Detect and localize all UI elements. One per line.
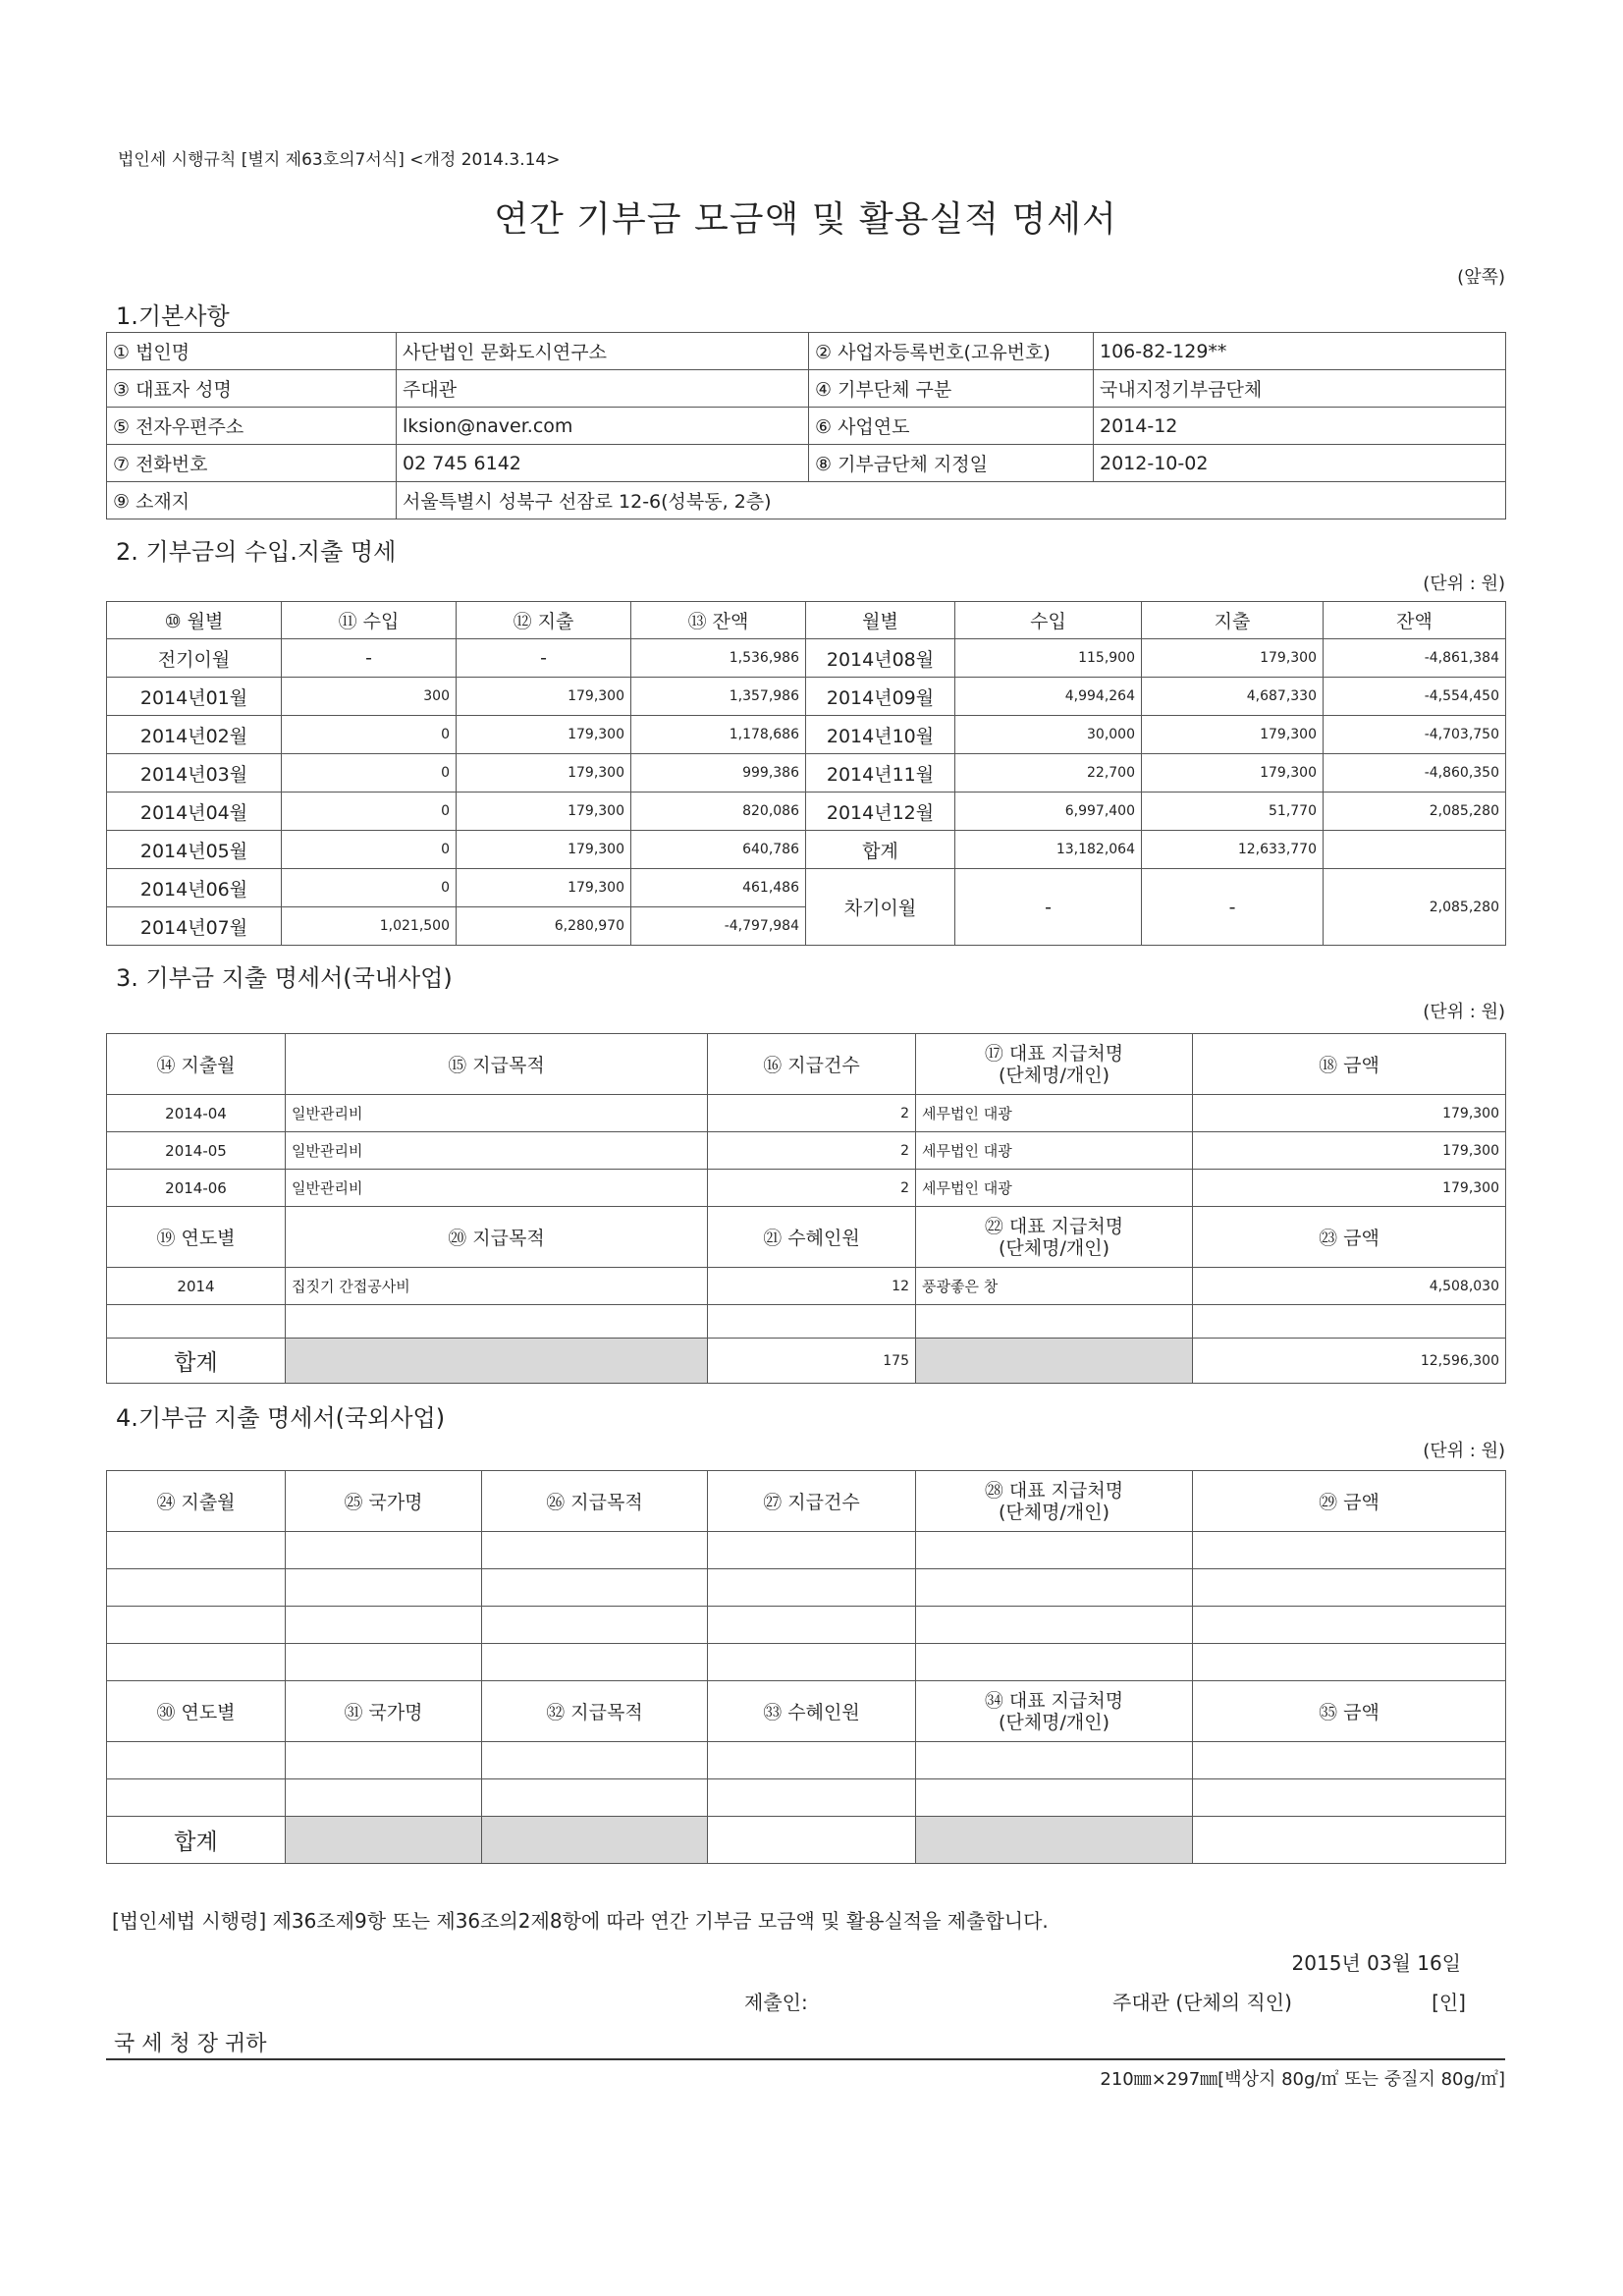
- cell-expense: 4,687,330: [1142, 678, 1324, 716]
- cell-month: 2014년12월: [806, 793, 955, 831]
- shaded-cell: [482, 1817, 708, 1864]
- col-expense-month: ㉔ 지출월: [107, 1471, 286, 1532]
- cell-purpose: 집짓기 간접공사비: [286, 1268, 708, 1305]
- cell-carry-expense: -: [1142, 869, 1324, 946]
- col-month-2: 월별: [806, 602, 955, 639]
- cell-income: 300: [282, 678, 457, 716]
- cell-month: 2014년06월: [107, 869, 282, 907]
- payee-line2: (단체명/개인): [999, 1064, 1109, 1086]
- payee-line1: ㉘ 대표 지급처명: [984, 1479, 1124, 1502]
- cell-purpose: 일반관리비: [286, 1095, 708, 1132]
- table-row: [107, 1569, 1506, 1607]
- table-row: [107, 678, 1506, 716]
- value-email: lksion@naver.com: [397, 408, 809, 445]
- cell-income: 22,700: [955, 754, 1142, 793]
- section3-title: 3. 기부금 지출 명세서(국내사업): [116, 964, 453, 992]
- total-count: 175: [708, 1339, 916, 1384]
- col-count: ⑯ 지급건수: [708, 1034, 916, 1095]
- table-row: [107, 869, 1506, 907]
- cell-beneficiaries: 12: [708, 1268, 916, 1305]
- cell-income: 0: [282, 793, 457, 831]
- label-rep-name: ③ 대표자 성명: [107, 370, 397, 408]
- cell-month: 2014년04월: [107, 793, 282, 831]
- col-year: ⑲ 연도별: [107, 1207, 286, 1268]
- payee-line1: ㉞ 대표 지급처명: [984, 1689, 1124, 1712]
- section3-unit: (단위 : 원): [1423, 1002, 1505, 1022]
- cell-expense: 179,300: [457, 678, 631, 716]
- payee-line2: (단체명/개인): [999, 1236, 1109, 1259]
- cell-carry-forward-label: 차기이월: [806, 869, 955, 946]
- cell-payee: 풍광좋은 창: [916, 1268, 1193, 1305]
- form-reference: 법인세 시행규칙 [별지 제63호의7서식] <개정 2014.3.14>: [118, 150, 561, 170]
- col-month: ⑩ 월별: [107, 602, 282, 639]
- cell-expense: 179,300: [457, 869, 631, 907]
- cell-income: 0: [282, 754, 457, 793]
- label-email: ⑤ 전자우편주소: [107, 408, 397, 445]
- cell-income: 0: [282, 716, 457, 754]
- cell-month: 2014년10월: [806, 716, 955, 754]
- cell-income: 30,000: [955, 716, 1142, 754]
- cell-month: 2014년09월: [806, 678, 955, 716]
- label-address: ⑨ 소재지: [107, 482, 397, 519]
- cell-month: 2014년05월: [107, 831, 282, 869]
- payee-line2: (단체명/개인): [999, 1711, 1109, 1733]
- cell-total-balance: [1324, 831, 1506, 869]
- cell-balance: -4,554,450: [1324, 678, 1506, 716]
- section4-title: 4.기부금 지출 명세서(국외사업): [116, 1404, 446, 1432]
- table-row: [107, 1170, 1506, 1207]
- col-amount-2: ㉟ 금액: [1193, 1681, 1506, 1742]
- cell-carry-income: -: [955, 869, 1142, 946]
- cell-balance: -4,860,350: [1324, 754, 1506, 793]
- cell-expense: 179,300: [1142, 639, 1324, 678]
- table-row: [107, 1742, 1506, 1779]
- domestic-expense-table: [106, 1033, 1506, 1384]
- cell-balance: 1,536,986: [631, 639, 806, 678]
- total-amount: [1193, 1817, 1506, 1864]
- col-country: ㉕ 국가명: [286, 1471, 482, 1532]
- value-rep-name: 주대관: [397, 370, 809, 408]
- label-phone: ⑦ 전화번호: [107, 445, 397, 482]
- col-expense-month: ⑭ 지출월: [107, 1034, 286, 1095]
- cell-expense: 179,300: [1142, 716, 1324, 754]
- payee-line1: ㉒ 대표 지급처명: [984, 1215, 1124, 1237]
- section1-title: 1.기본사항: [116, 302, 230, 330]
- col-country-2: ㉛ 국가명: [286, 1681, 482, 1742]
- col-purpose: ⑮ 지급목적: [286, 1034, 708, 1095]
- table-row: [107, 754, 1506, 793]
- table-row: [107, 1305, 1506, 1339]
- col-expense-2: 지출: [1142, 602, 1324, 639]
- cell-balance: 1,357,986: [631, 678, 806, 716]
- cell-month: 2014-06: [107, 1170, 286, 1207]
- cell-income: 0: [282, 869, 457, 907]
- footer-divider: [106, 2058, 1505, 2060]
- paper-spec: 210㎜×297㎜[백상지 80g/㎡ 또는 중질지 80g/㎡]: [1100, 2069, 1505, 2090]
- col-amount-2: ㉓ 금액: [1193, 1207, 1506, 1268]
- table-row: [107, 1532, 1506, 1569]
- cell-count: 2: [708, 1132, 916, 1170]
- cell-amount: 179,300: [1193, 1095, 1506, 1132]
- table-row: [107, 1644, 1506, 1681]
- cell-balance: 1,178,686: [631, 716, 806, 754]
- cell-empty: [107, 1305, 286, 1339]
- cell-total-expense: 12,633,770: [1142, 831, 1324, 869]
- shaded-cell: [286, 1339, 708, 1384]
- table-row: [107, 639, 1506, 678]
- section4-unit: (단위 : 원): [1423, 1441, 1505, 1461]
- value-corp-name: 사단법인 문화도시연구소: [397, 333, 809, 370]
- total-row: [107, 1339, 1506, 1384]
- col-purpose-2: ㉜ 지급목적: [482, 1681, 708, 1742]
- cell-year: 2014: [107, 1268, 286, 1305]
- col-amount: ㉙ 금액: [1193, 1471, 1506, 1532]
- value-biz-number: 106-82-129**: [1094, 333, 1506, 370]
- cell-payee: 세무법인 대광: [916, 1170, 1193, 1207]
- cell-month: 2014년11월: [806, 754, 955, 793]
- cell-balance: 461,486: [631, 869, 806, 907]
- cell-purpose: 일반관리비: [286, 1132, 708, 1170]
- cell-income: 0: [282, 831, 457, 869]
- cell-balance: 999,386: [631, 754, 806, 793]
- cell-expense: 179,300: [457, 831, 631, 869]
- cell-expense: 51,770: [1142, 793, 1324, 831]
- cell-count: 2: [708, 1170, 916, 1207]
- cell-total-income: 13,182,064: [955, 831, 1142, 869]
- cell-balance: -4,703,750: [1324, 716, 1506, 754]
- total-amount: 12,596,300: [1193, 1339, 1506, 1384]
- col-count: ㉗ 지급건수: [708, 1471, 916, 1532]
- cell-amount: 179,300: [1193, 1132, 1506, 1170]
- page-title: 연간 기부금 모금액 및 활용실적 명세서: [494, 199, 1117, 240]
- col-purpose-2: ⑳ 지급목적: [286, 1207, 708, 1268]
- income-expense-table: [106, 601, 1506, 946]
- total-row: [107, 1817, 1506, 1864]
- col-income-2: 수입: [955, 602, 1142, 639]
- cell-count: 2: [708, 1095, 916, 1132]
- cell-empty: [708, 1305, 916, 1339]
- col-balance: ⑬ 잔액: [631, 602, 806, 639]
- shaded-cell: [286, 1817, 482, 1864]
- cell-month: 2014년03월: [107, 754, 282, 793]
- cell-income: -: [282, 639, 457, 678]
- col-payee: [916, 1471, 1193, 1532]
- cell-empty: [916, 1305, 1193, 1339]
- cell-expense: 179,300: [1142, 754, 1324, 793]
- cell-month: 2014년01월: [107, 678, 282, 716]
- value-org-type: 국내지정기부금단체: [1094, 370, 1506, 408]
- cell-balance: -4,797,984: [631, 907, 806, 946]
- cell-amount: 4,508,030: [1193, 1268, 1506, 1305]
- submission-statement: [법인세법 시행령] 제36조제9항 또는 제36조의2제8항에 따라 연간 기부금 모금액 및 활용실적을 제출합니다.: [112, 1909, 1049, 1933]
- label-designation-date: ⑧ 기부금단체 지정일: [809, 445, 1094, 482]
- cell-income: 1,021,500: [282, 907, 457, 946]
- cell-balance: 820,086: [631, 793, 806, 831]
- table-row: [107, 1268, 1506, 1305]
- cell-income: 6,997,400: [955, 793, 1142, 831]
- col-payee-2: [916, 1681, 1193, 1742]
- cell-payee: 세무법인 대광: [916, 1132, 1193, 1170]
- cell-expense: 179,300: [457, 793, 631, 831]
- value-designation-date: 2012-10-02: [1094, 445, 1506, 482]
- cell-expense: 179,300: [457, 754, 631, 793]
- table-row: [107, 1132, 1506, 1170]
- section2-unit: (단위 : 원): [1423, 574, 1505, 594]
- cell-income: 4,994,264: [955, 678, 1142, 716]
- cell-balance: -4,861,384: [1324, 639, 1506, 678]
- recipient: 국 세 청 장 귀하: [114, 2032, 267, 2056]
- table-row: [107, 831, 1506, 869]
- value-phone: 02 745 6142: [397, 445, 809, 482]
- table-row: [107, 793, 1506, 831]
- col-beneficiaries: ㉑ 수혜인원: [708, 1207, 916, 1268]
- cell-month: 2014년02월: [107, 716, 282, 754]
- basic-info-table: [106, 332, 1506, 519]
- cell-month: 전기이월: [107, 639, 282, 678]
- cell-month: 2014년08월: [806, 639, 955, 678]
- payee-line1: ⑰ 대표 지급처명: [984, 1042, 1124, 1065]
- seal-mark: [인]: [1432, 1991, 1466, 2014]
- cell-total-label: 합계: [806, 831, 955, 869]
- value-fiscal-year: 2014-12: [1094, 408, 1506, 445]
- col-balance-2: 잔액: [1324, 602, 1506, 639]
- cell-payee: 세무법인 대광: [916, 1095, 1193, 1132]
- shaded-cell: [916, 1817, 1193, 1864]
- value-address: 서울특별시 성북구 선잠로 12-6(성북동, 2층): [397, 482, 1506, 519]
- label-corp-name: ① 법인명: [107, 333, 397, 370]
- cell-balance: 640,786: [631, 831, 806, 869]
- col-payee-2: [916, 1207, 1193, 1268]
- submitter-label: 제출인:: [744, 1991, 808, 2014]
- shaded-cell: [916, 1339, 1193, 1384]
- cell-month: 2014-04: [107, 1095, 286, 1132]
- table-row: [107, 716, 1506, 754]
- cell-expense: -: [457, 639, 631, 678]
- cell-empty: [1193, 1305, 1506, 1339]
- overseas-expense-table: [106, 1470, 1506, 1864]
- cell-carry-balance: 2,085,280: [1324, 869, 1506, 946]
- col-purpose: ㉖ 지급목적: [482, 1471, 708, 1532]
- cell-expense: 179,300: [457, 716, 631, 754]
- cell-expense: 6,280,970: [457, 907, 631, 946]
- cell-month: 2014-05: [107, 1132, 286, 1170]
- col-beneficiaries: ㉝ 수혜인원: [708, 1681, 916, 1742]
- cell-month: 2014년07월: [107, 907, 282, 946]
- table-row: [107, 1607, 1506, 1644]
- submission-date: 2015년 03월 16일: [1291, 1951, 1461, 1975]
- col-income: ⑪ 수입: [282, 602, 457, 639]
- cell-balance: 2,085,280: [1324, 793, 1506, 831]
- col-expense: ⑫ 지출: [457, 602, 631, 639]
- table-row: [107, 1095, 1506, 1132]
- label-biz-number: ② 사업자등록번호(고유번호): [809, 333, 1094, 370]
- col-amount: ⑱ 금액: [1193, 1034, 1506, 1095]
- col-payee: [916, 1034, 1193, 1095]
- cell-amount: 179,300: [1193, 1170, 1506, 1207]
- total-count: [708, 1817, 916, 1864]
- cell-empty: [286, 1305, 708, 1339]
- col-year: ㉚ 연도별: [107, 1681, 286, 1742]
- cell-income: 115,900: [955, 639, 1142, 678]
- submitter-name: 주대관 (단체의 직인): [1112, 1991, 1292, 2014]
- total-label: 합계: [107, 1817, 286, 1864]
- page-side-label: (앞쪽): [1457, 267, 1505, 288]
- payee-line2: (단체명/개인): [999, 1501, 1109, 1523]
- cell-purpose: 일반관리비: [286, 1170, 708, 1207]
- total-label: 합계: [107, 1339, 286, 1384]
- label-fiscal-year: ⑥ 사업연도: [809, 408, 1094, 445]
- label-org-type: ④ 기부단체 구분: [809, 370, 1094, 408]
- section2-title: 2. 기부금의 수입.지출 명세: [116, 538, 397, 566]
- table-row: [107, 1779, 1506, 1817]
